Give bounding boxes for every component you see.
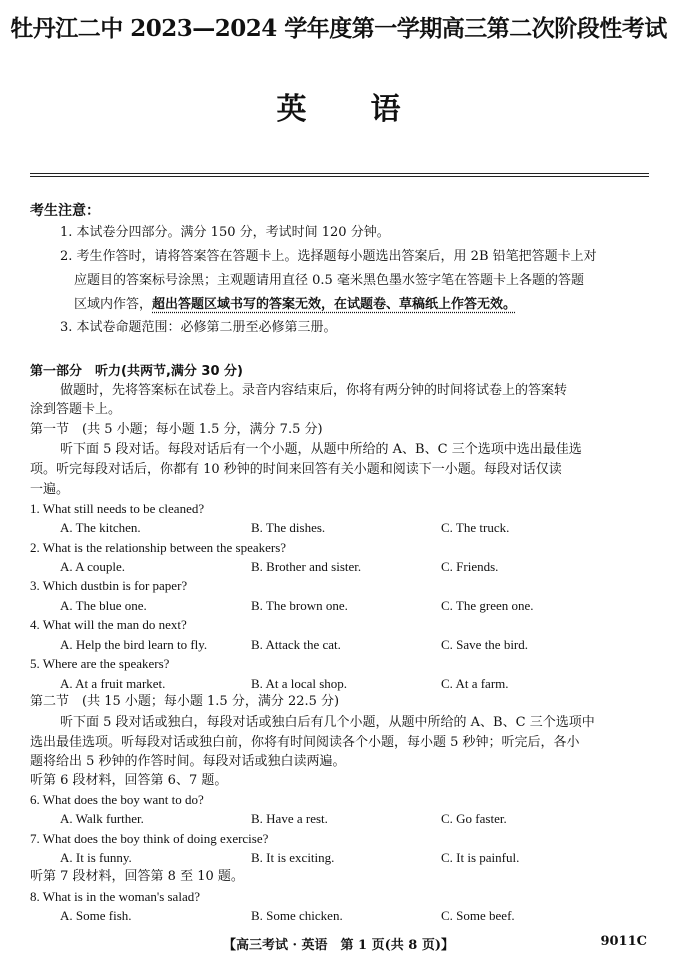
notice-item-3: 3. 本试卷命题范围：必修第二册至必修第三册。 — [60, 320, 337, 335]
question-6-option-b: B. Have a rest. — [251, 811, 328, 826]
notice-item-1: 1. 本试卷分四部分。满分 150 分，考试时间 120 分钟。 — [60, 225, 390, 240]
section2-instructions-line-3: 题将给出 5 秒钟的作答时间。每段对话或独白读两遍。 — [30, 754, 346, 769]
question-4: 4. What will the man do next? — [30, 617, 187, 632]
question-1-option-b: B. The dishes. — [251, 520, 326, 535]
section2-heading: 第二节 (共 15 小题；每小题 1.5 分，满分 22.5 分) — [30, 694, 340, 709]
subject-char-1: 英 — [276, 92, 307, 127]
question-7-option-a: A. It is funny. — [60, 850, 132, 865]
section1-instructions-line-2: 项。听完每段对话后，你都有 10 秒钟的时间来回答有关小题和阅读下一小题。每段对话仅读 — [30, 462, 562, 477]
part1-intro-line-2: 涂到答题卡上。 — [30, 402, 122, 417]
section1-instructions-line-3: 一遍。 — [30, 482, 70, 497]
part1-intro-line-1: 做题时，先将答案标在试卷上。录音内容结束后，你将有两分钟的时间将试卷上的答案转 — [60, 383, 568, 398]
question-2-option-a: A. A couple. — [60, 559, 125, 574]
exam-title: 牡丹江二中 2023—2024 学年度第一学期高三第二次阶段性考试 — [10, 15, 667, 42]
notice-item-2-line-3-plain: 区域内作答， — [74, 297, 153, 312]
question-8-option-b: B. Some chicken. — [251, 908, 343, 923]
paper-code: 9011C — [600, 934, 647, 949]
question-5: 5. Where are the speakers? — [30, 656, 170, 671]
question-3-option-b: B. The brown one. — [251, 598, 348, 613]
subject-char-2: 语 — [370, 92, 401, 127]
question-2: 2. What is the relationship between the speakers? — [30, 540, 287, 555]
notice-heading: 考生注意： — [30, 203, 100, 219]
question-4-option-b: B. Attack the cat. — [251, 637, 341, 652]
question-8-option-a: A. Some fish. — [60, 908, 132, 923]
question-6: 6. What does the boy want to do? — [30, 792, 204, 807]
question-3-option-c: C. The green one. — [441, 598, 534, 613]
section2-instructions-line-2: 选出最佳选项。听每段对话或独白前，你将有时间阅读各个小题，每小题 5 秒钟；听完后，各小 — [30, 735, 580, 750]
question-1-option-c: C. The truck. — [441, 520, 510, 535]
question-8: 8. What is in the woman's salad? — [30, 889, 200, 904]
question-7-option-b: B. It is exciting. — [251, 850, 335, 865]
page-footer: 【高三考试 · 英语 第 1 页(共 8 页)】 — [222, 938, 455, 953]
part1-heading: 第一部分 听力(共两节,满分 30 分) — [30, 364, 243, 379]
question-5-option-b: B. At a local shop. — [251, 676, 348, 691]
notice-item-2-line-3 — [74, 297, 516, 313]
question-6-option-a: A. Walk further. — [60, 811, 144, 826]
divider-bottom — [30, 176, 649, 177]
question-5-option-c: C. At a farm. — [441, 676, 509, 691]
question-8-option-c: C. Some beef. — [441, 908, 515, 923]
question-2-option-c: C. Friends. — [441, 559, 499, 574]
question-5-option-a: A. At a fruit market. — [60, 676, 166, 691]
question-1-option-a: A. The kitchen. — [60, 520, 141, 535]
notice-warning: 超出答题区域书写的答案无效，在试题卷、草稿纸上作答无效。 — [152, 297, 517, 312]
material-7-note: 听第 7 段材料，回答第 8 至 10 题。 — [30, 869, 244, 884]
section2-instructions-line-1: 听下面 5 段对话或独白，每段对话或独白后有几个小题，从题中所给的 A、B、C 三个选项中 — [60, 715, 595, 730]
question-4-option-a: A. Help the bird learn to fly. — [60, 637, 208, 652]
question-3: 3. Which dustbin is for paper? — [30, 578, 188, 593]
question-3-option-a: A. The blue one. — [60, 598, 147, 613]
question-2-option-b: B. Brother and sister. — [251, 559, 362, 574]
section1-heading: 第一节 (共 5 小题；每小题 1.5 分，满分 7.5 分) — [30, 422, 323, 437]
question-6-option-c: C. Go faster. — [441, 811, 507, 826]
question-1: 1. What still needs to be cleaned? — [30, 501, 205, 516]
subject-title — [0, 84, 677, 128]
notice-item-2-line-1: 2. 考生作答时，请将答案答在答题卡上。选择题每小题选出答案后，用 2B 铅笔把答题卡上对 — [60, 249, 597, 264]
material-6-note: 听第 6 段材料，回答第 6、7 题。 — [30, 773, 228, 788]
notice-item-2-line-2: 应题目的答案标号涂黑；主观题请用直径 0.5 毫米黑色墨水签字笔在答题卡上各题的答题 — [74, 273, 584, 288]
question-7-option-c: C. It is painful. — [441, 850, 520, 865]
question-7: 7. What does the boy think of doing exercise? — [30, 831, 269, 846]
divider-top — [30, 173, 649, 174]
section1-instructions-line-1: 听下面 5 段对话。每段对话后有一个小题，从题中所给的 A、B、C 三个选项中选出最佳选 — [60, 442, 582, 457]
question-4-option-c: C. Save the bird. — [441, 637, 529, 652]
